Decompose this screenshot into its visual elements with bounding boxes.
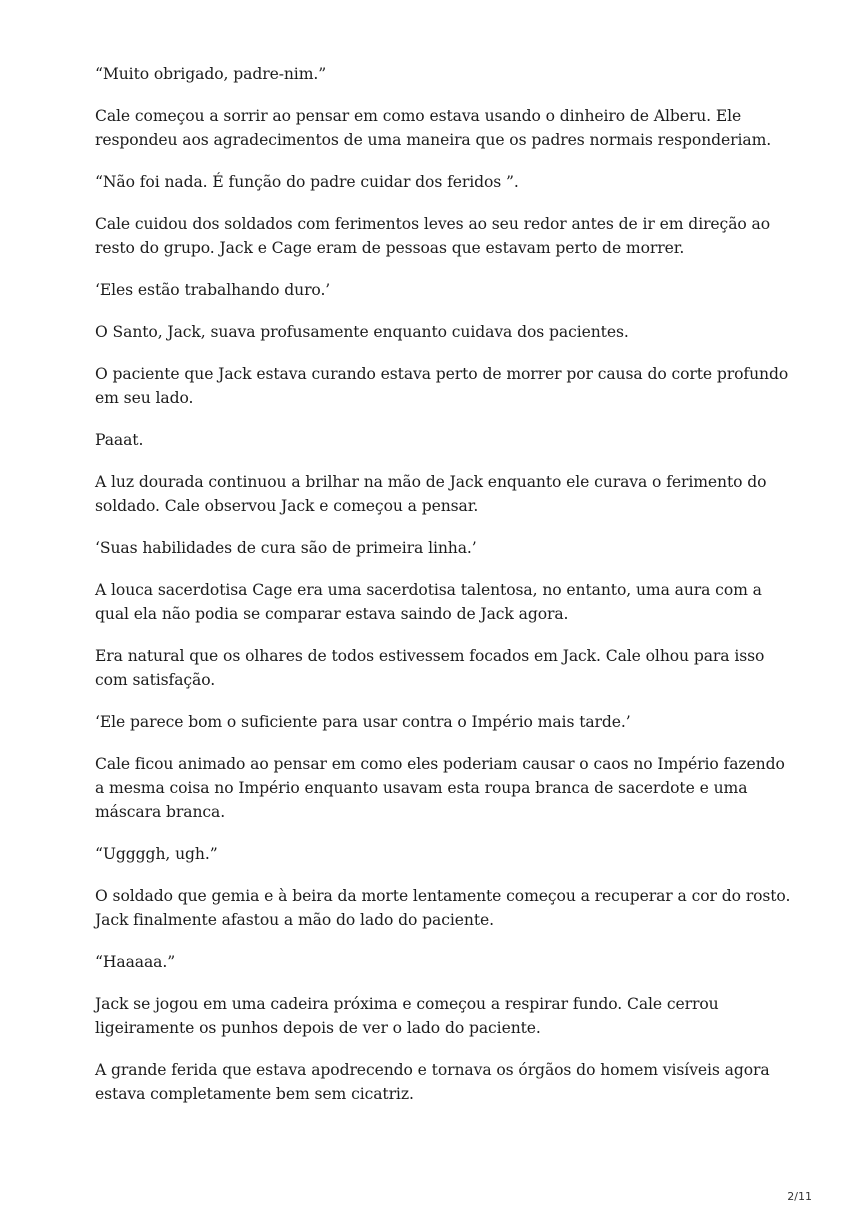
paragraph: “Haaaaa.”: [95, 953, 176, 971]
paragraph: ‘Ele parece bom o suficiente para usar contra o Império mais tarde.’: [95, 713, 631, 731]
paragraph: “Muito obrigado, padre-nim.”: [95, 65, 327, 83]
paragraph: A luz dourada continuou a brilhar na mão de Jack enquanto ele curava o ferimento do soldado. Cale observou Jack e começou a pensar.: [95, 473, 767, 515]
paragraph: ‘Eles estão trabalhando duro.’: [95, 281, 331, 299]
paragraph: O soldado que gemia e à beira da morte lentamente começou a recuperar a cor do rosto. Jack finalmente afastou a mão do lado do paciente.: [95, 887, 791, 929]
paragraph: O paciente que Jack estava curando estava perto de morrer por causa do corte profundo em seu lado.: [95, 365, 789, 407]
paragraph: A grande ferida que estava apodrecendo e tornava os órgãos do homem visíveis agora estava completamente bem sem cicatriz.: [95, 1061, 770, 1103]
paragraph: Jack se jogou em uma cadeira próxima e começou a respirar fundo. Cale cerrou ligeiramente os punhos depois de ver o lado do paciente.: [95, 995, 719, 1037]
paragraph: Paaat.: [95, 431, 144, 449]
paragraph: Era natural que os olhares de todos estivessem focados em Jack. Cale olhou para isso com satisfação.: [95, 647, 765, 689]
paragraph: “Não foi nada. É função do padre cuidar dos feridos ”.: [95, 173, 519, 191]
paragraph: “Uggggh, ugh.”: [95, 845, 218, 863]
paragraph: A louca sacerdotisa Cage era uma sacerdotisa talentosa, no entanto, uma aura com a qual ela não podia se comparar estava saindo de Jack agora.: [95, 581, 762, 623]
paragraph: Cale cuidou dos soldados com ferimentos leves ao seu redor antes de ir em direção ao resto do grupo. Jack e Cage eram de pessoas que estavam perto de morrer.: [95, 215, 771, 257]
paragraph: Cale começou a sorrir ao pensar em como estava usando o dinheiro de Alberu. Ele respondeu aos agradecimentos de uma maneira que os padres normais responderiam.: [95, 107, 772, 149]
paragraph: ‘Suas habilidades de cura são de primeira linha.’: [95, 539, 477, 557]
page-number: 2/11: [787, 1190, 812, 1203]
paragraph: O Santo, Jack, suava profusamente enquanto cuidava dos pacientes.: [95, 323, 629, 341]
paragraph: Cale ficou animado ao pensar em como eles poderiam causar o caos no Império fazendo a mesma coisa no Império enquanto usavam esta roupa branca de sacerdote e uma máscara branca.: [95, 755, 785, 821]
document-body: [95, 62, 795, 1124]
